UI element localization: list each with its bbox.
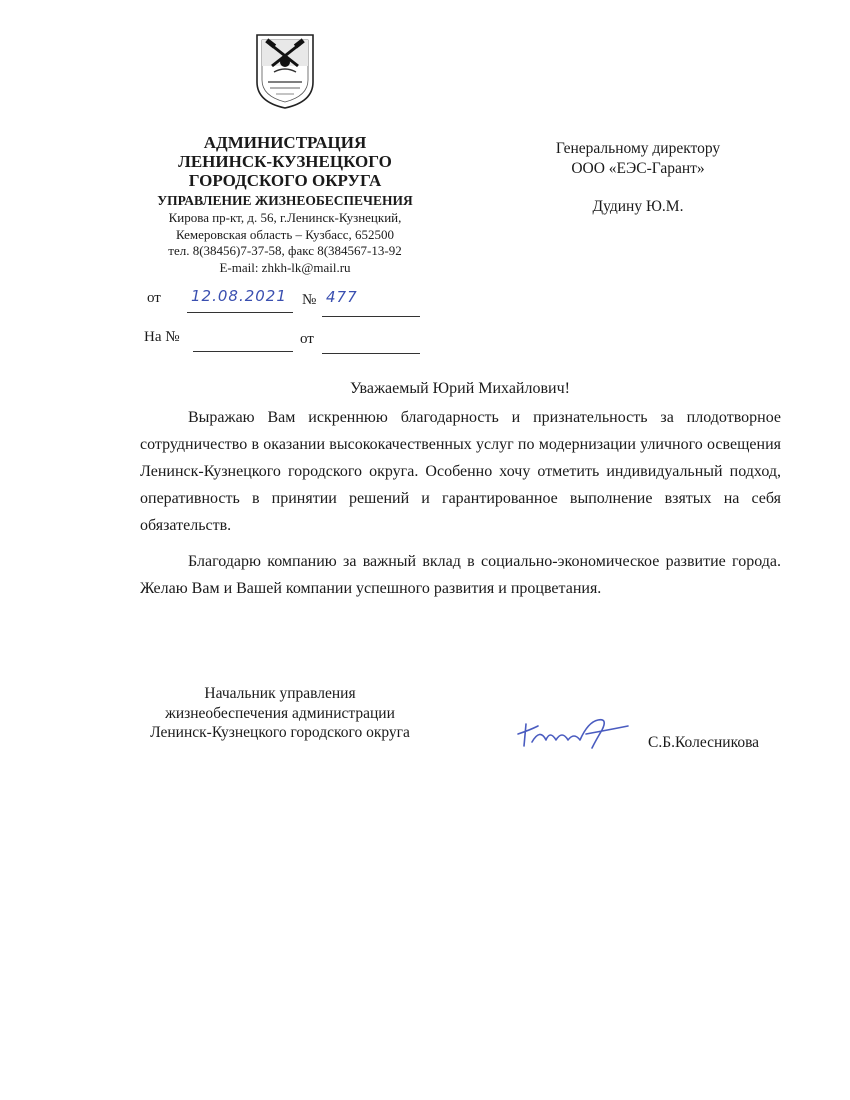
greeting: Уважаемый Юрий Михайлович! xyxy=(350,380,570,397)
incoming-date-label: от xyxy=(300,331,314,347)
signatory-position xyxy=(120,684,440,743)
org-line: АДМИНИСТРАЦИЯ xyxy=(203,133,367,152)
contact-block xyxy=(140,210,430,276)
addressee-company: ООО «ЕЭС-Гарант» xyxy=(571,160,705,177)
email-address: E-mail: zhkh-lk@mail.ru xyxy=(219,259,351,275)
coat-of-arms-emblem xyxy=(254,32,316,110)
incoming-date-field xyxy=(322,335,420,354)
date-field xyxy=(187,287,293,313)
date-label: от xyxy=(147,290,161,306)
addressee-block xyxy=(520,139,756,217)
number-field xyxy=(322,288,420,317)
addressee-name: Дудину Ю.М. xyxy=(592,198,684,215)
number-label: № xyxy=(302,292,317,308)
incoming-number-field xyxy=(193,333,293,352)
handwritten-date: 12.08.2021 xyxy=(191,287,287,305)
position-line: Начальник управления xyxy=(204,685,356,702)
position-line: жизнеобеспечения администрации xyxy=(165,704,395,722)
phone-fax: тел. 8(38456)7-37-58, факс 8(384567-13-92 xyxy=(168,243,402,258)
addressee-position: Генеральному директору xyxy=(555,140,721,157)
paragraph: Выражаю Вам искреннюю благодарность и признательность за плодотворное сотрудничество в оказании высококачественных услуг по модернизации уличного освещения Ленинск-Кузнецкого городского округа. Особенно хочу отметить индивидуальный подход, оперативность в принятии решений и гарантированное выполнение взятых на себя обязательств. xyxy=(140,409,781,534)
letter-body xyxy=(140,404,781,602)
handwritten-signature xyxy=(512,708,642,752)
signer-name: С.Б.Колесникова xyxy=(648,734,760,751)
department-name: УПРАВЛЕНИЕ ЖИЗНЕОБЕСПЕЧЕНИЯ xyxy=(157,193,413,208)
position-line: Ленинск-Кузнецкого городского округа xyxy=(150,724,410,741)
address-line: Кирова пр-кт, д. 56, г.Ленинск-Кузнецкий, xyxy=(168,210,402,225)
address-line: Кемеровская область – Кузбасс, 652500 xyxy=(175,226,395,242)
organization-title xyxy=(150,133,420,190)
paragraph: Благодарю компанию за важный вклад в социально-экономическое развитие города. Желаю Вам и Вашей компании успешного развития и процветания. xyxy=(140,553,781,597)
org-line: ЛЕНИНСК-КУЗНЕЦКОГО xyxy=(178,152,392,171)
incoming-number-label: На № xyxy=(144,329,180,345)
handwritten-number: 477 xyxy=(326,288,358,306)
org-line: ГОРОДСКОГО ОКРУГА xyxy=(188,171,382,190)
